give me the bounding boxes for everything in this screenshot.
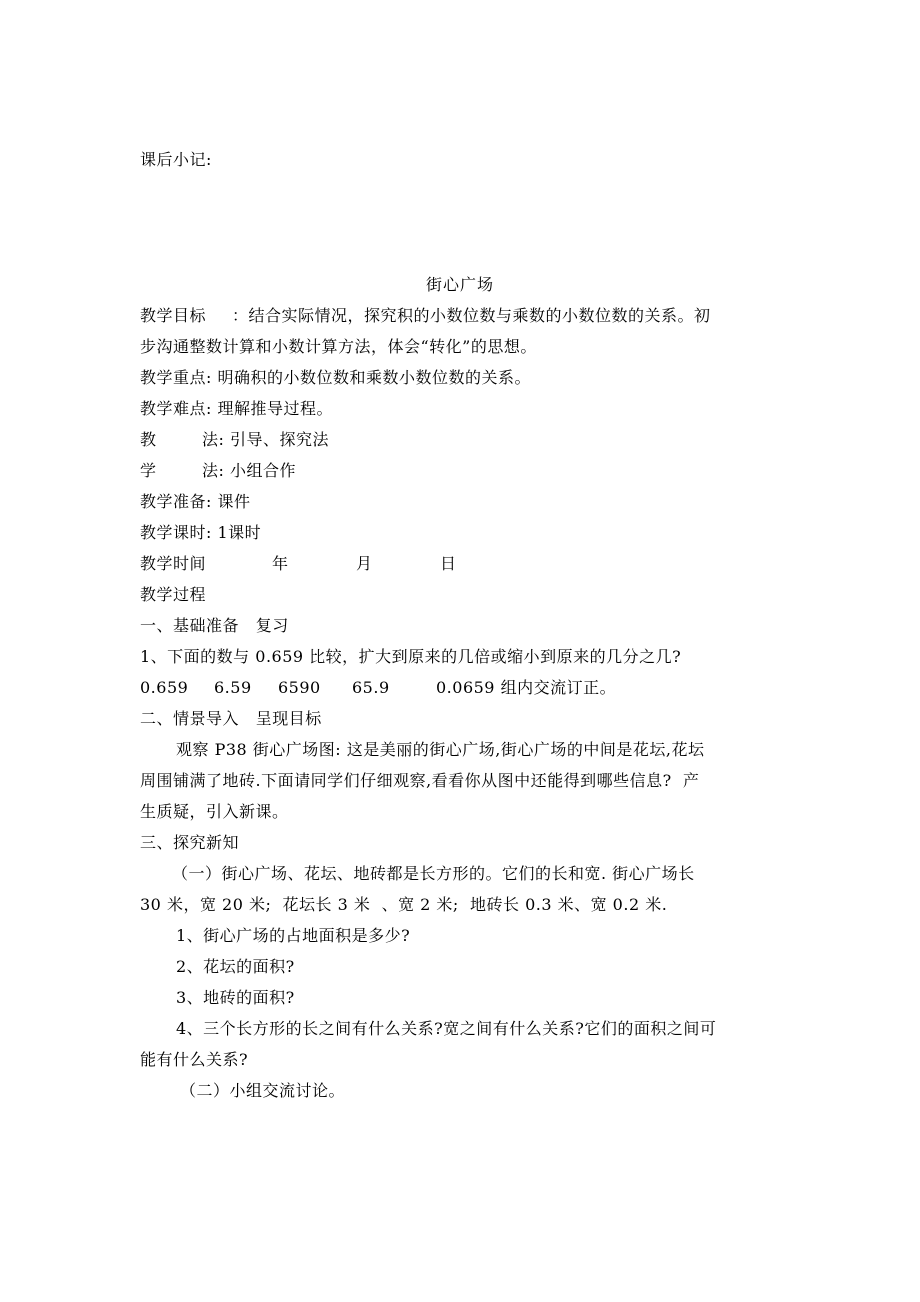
objectives-line-2: 步沟通整数计算和小数计算方法，体会“转化”的思想。 [140, 337, 537, 356]
learn-method-label-a: 学 [140, 461, 157, 480]
number-item: 6.59 [214, 678, 252, 697]
teach-method-text: 引导、探究法 [230, 430, 330, 449]
time-label: 教学时间 [140, 554, 207, 573]
after-class-note-label: 课后小记: [140, 150, 212, 169]
teach-method-label-a: 教 [140, 430, 157, 449]
number-item: 0.0659 [436, 678, 495, 697]
section-3-part-2: （二）小组交流讨论。 [180, 1081, 346, 1100]
objectives-separator: ： [232, 306, 249, 325]
section-2-heading: 二、情景导入 呈现目标 [140, 709, 322, 728]
number-item: 65.9 [352, 678, 390, 697]
time-year: 年 [272, 554, 289, 573]
section-2-paragraph-line-3: 生质疑，引入新课。 [140, 802, 289, 821]
time-line [140, 554, 457, 574]
teach-method-label-b: 法: [202, 430, 225, 449]
time-month: 月 [356, 554, 373, 573]
difficulty-text: 理解推导过程。 [217, 399, 334, 418]
section-1-question: 1、下面的数与 0.659 比较，扩大到原来的几倍或缩小到原来的几分之几? [140, 647, 682, 666]
prep-text: 课件 [217, 492, 251, 511]
number-item: 0.659 [140, 678, 189, 697]
teach-method-line [140, 430, 329, 450]
learn-method-text: 小组合作 [230, 461, 297, 480]
section-2-paragraph-line-1: 观察 P38 街心广场图: 这是美丽的街心广场,街心广场的中间是花坛,花坛 [176, 740, 705, 759]
section-3-question-4-line-1: 4、三个长方形的长之间有什么关系?宽之间有什么关系?它们的面积之间可 [176, 1019, 717, 1038]
objectives-line-1 [140, 306, 711, 326]
difficulty-line [140, 399, 333, 419]
numbers-tail: 组内交流订正。 [500, 678, 617, 697]
section-3-question-4-line-2: 能有什么关系? [140, 1050, 249, 1069]
section-3-part-1-line-1: （一）街心广场、花坛、地砖都是长方形的。它们的长和宽. 街心广场长 [172, 864, 695, 883]
hours-text: 1课时 [217, 523, 262, 542]
hours-label: 教学课时: [140, 523, 212, 542]
learn-method-label-b: 法: [202, 461, 225, 480]
objectives-text-1: 结合实际情况，探究积的小数位数与乘数的小数位数的关系。初 [248, 306, 711, 325]
key-point-text: 明确积的小数位数和乘数小数位数的关系。 [217, 368, 532, 387]
section-1-numbers [140, 678, 616, 698]
process-label: 教学过程 [140, 585, 207, 604]
section-1-heading: 一、基础准备 复习 [140, 616, 289, 635]
prep-label: 教学准备: [140, 492, 212, 511]
section-3-question-3: 3、地砖的面积? [176, 988, 295, 1007]
section-3-heading: 三、探究新知 [140, 833, 240, 852]
prep-line [140, 492, 251, 512]
hours-line [140, 523, 261, 543]
difficulty-label: 教学难点: [140, 399, 212, 418]
learn-method-line [140, 461, 296, 481]
section-3-part-1-line-2: 30 米，宽 20 米; 花坛长 3 米 、宽 2 米; 地砖长 0.3 米、宽 0.2 米. [140, 895, 668, 914]
lesson-title: 街心广场 [425, 275, 494, 294]
time-day: 日 [440, 554, 457, 573]
key-point-line [140, 368, 531, 388]
section-2-paragraph-line-2: 周围铺满了地砖.下面请同学们仔细观察,看看你从图中还能得到哪些信息? 产 [140, 771, 700, 790]
objectives-label: 教学目标 [140, 306, 207, 325]
key-point-label: 教学重点: [140, 368, 212, 387]
number-item: 6590 [278, 678, 321, 697]
section-3-question-2: 2、花坛的面积? [176, 957, 295, 976]
section-3-question-1: 1、街心广场的占地面积是多少? [176, 926, 411, 945]
